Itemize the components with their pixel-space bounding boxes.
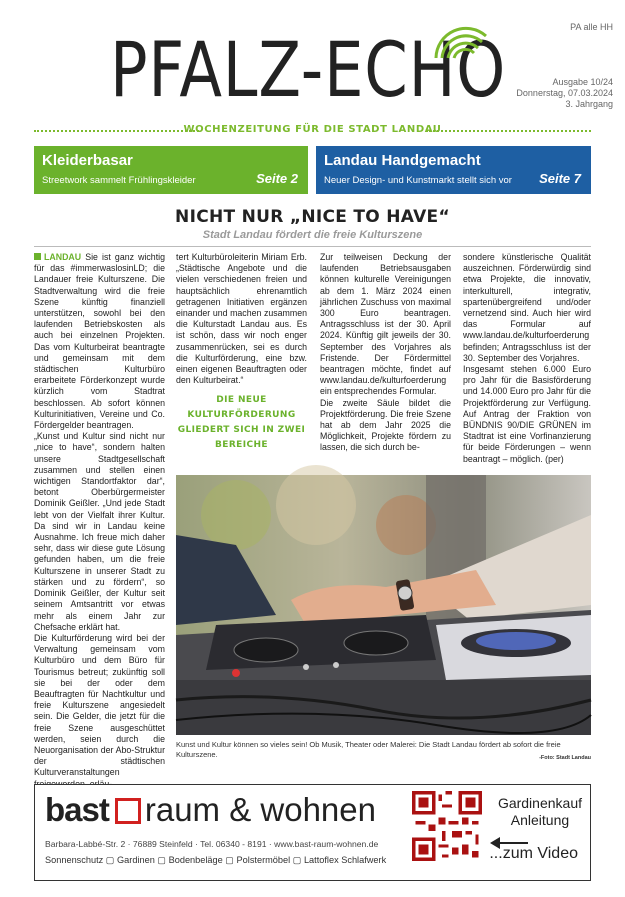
newspaper-subtitle: WOCHENZEITUNG FÜR DIE STADT LANDAU (183, 124, 442, 135)
ad-brand-bold: bast (45, 791, 109, 828)
article-text: Die Kulturförderung wird bei der Verwaltung gemeinsam vom Kulturbüro und dem Büro für Tourismus betreut; zukünftig soll sie bei der oder dem Beauftragten für Nachtkultur und freie Kulturszene angesiedelt sein. Die Gelder, die jetzt für die freie Szene ausgeschüttet werden, seien durch die Neuorganisation der Abo-Struktur der städtischen Kulturveranstaltungen (34, 632, 165, 778)
brand-square-icon (115, 798, 141, 824)
teaser-landau-handgemacht[interactable] (316, 146, 591, 194)
article-text: sondere künstlerische Qualität auszeichnen. Förderwürdig sind etwa Projekte, die innovativ, interkulturell, integrativ, spartenübergreifend und/oder vernetzend sind. Auch hier wird das Formular auf www.landau.de/kulturfoerderung befinden; Antragsschluss ist der 30. September des Vorjahres. (463, 252, 591, 363)
ad-video-link[interactable]: ...zum Video (489, 845, 578, 862)
location-marker-icon (34, 253, 41, 260)
article-photo-dj (176, 475, 591, 735)
ad-brand (45, 793, 376, 826)
ad-cta-line: Anleitung (510, 812, 570, 828)
subtitle-line (34, 124, 591, 136)
qr-code-icon[interactable] (412, 791, 482, 861)
photo-caption: Kunst und Kultur können so vieles sein! Ob Musik, Theater oder Malerei: Die Stadt Landau fördert ab sofort die freie Kulturszene. (176, 740, 561, 759)
dotted-divider (426, 130, 591, 132)
article-deck: Stadt Landau fördert die freie Kulturszene (202, 229, 423, 241)
issue-info (516, 77, 613, 110)
article-text: Zur teilweisen Deckung der laufenden Betriebsausgaben können kulturelle Vereinigungen ab dem 1. März 2024 einen jährlichen Zuschuss von maximal 300 Euro beantragen. Antragsschluss ist der 30. April 2024. Künftig gilt jeweils der 30. September des Vorjahres als Fristende. Der Fördermittel beantragen möchte, findet auf www.landau.de/kulturfoerderung ein entsprechendes Formular. (320, 252, 451, 397)
region-tag: PA alle HH (570, 22, 613, 32)
ad-products: Sonnenschutz ▢ Gardinen ▢ Bodenbeläge ▢ Polstermöbel ▢ Lattoflex Schlafwerk (45, 855, 387, 865)
advertisement-bast[interactable] (34, 784, 591, 881)
signal-wave-icon (432, 22, 492, 62)
article-column-4 (463, 252, 591, 472)
teaser-title: Landau Handgemacht (324, 152, 481, 169)
teaser-subtitle: Neuer Design- und Kunstmarkt stellt sich vor (324, 175, 512, 186)
dj-turntable-illustration (176, 475, 591, 735)
divider (34, 246, 591, 247)
article-text: „Kunst und Kultur sind nicht nur „nice to have“, sondern halten unsere Stadtgesellschaft zusammen und stellen einen wichtigen Standortfaktor dar“, betont Oberbürgermeister Dominik Geißler. „Und jede Stadt lebt von der Vielfalt ihrer Kultur. Da sind wir in Landau keine Ausnahme. Ich freue mich daher sehr, dass wir diese gute Lösung gefunden haben, um die freie Kulturszene in unserer Stadt zu stärken und zu fördern“, so Dominik Geißler, der Kultur seit seinem Amtsantritt vor etwas mehr als einem Jahr zur Chefsache erklärt hat. (34, 431, 165, 632)
article-column-1 (34, 252, 165, 777)
article-column-3 (320, 252, 451, 472)
teaser-kleiderbasar[interactable] (34, 146, 308, 194)
masthead (0, 0, 625, 135)
ad-brand-rest: raum & wohnen (144, 791, 376, 828)
article-text: tert Kulturbüroleiterin Miriam Erb. „Städtische Angebote und die vielen verschiedenen freien und hauptsächlich ehrenamtlich getragenen Initiativen ergänzen einander und machen zusammen die Kulturstadt Landau aus. Es ist schön, dass wir noch enger zusammenrücken, sei es durch die Kulturförderung, eine bzw. einen eigenen Beauftragten oder den Kulturbeirat.“ (176, 252, 307, 386)
issue-number: Ausgabe 10/24 (552, 77, 613, 87)
article-text: Sie ist ganz wichtig für das #immerwaslosinLD; die Landauer freie Kulturszene. Die Stadtverwaltung wird die freie Szene künftig finanziell unterstützen, sowohl bei den laufenden Betriebskosten als auch bei einzelnen Projekten. Das vom Kulturbeirat beantragte und gemeinsam mit dem städtischen Kulturbüro erarbeitete Förderkonzept wurde kürzlich vom Stadtrat beschlossen. Ab sofort können Kulturinitiativen, Vereine und Co. Fördergelder beantragen. (34, 252, 165, 431)
photo-credit: -Foto: Stadt Landau (539, 755, 591, 761)
teaser-page: Seite 7 (539, 171, 581, 186)
ad-cta (498, 795, 582, 829)
ad-cta-line: Gardinenkauf (497, 795, 582, 811)
article-text: Die zweite Säule bildet die Projektförderung. Die freie Szene hat ab dem Jahr 2025 die Möglichkeit, Projekte fördern zu lassen, die sich durch be- (320, 397, 451, 453)
teaser-page: Seite 2 (256, 171, 298, 186)
ad-address: Barbara-Labbé-Str. 2 · 76889 Steinfeld · Tel. 06340 - 8191 · www.bast-raum-wohnen.de (45, 839, 379, 849)
article-text: Insgesamt stehen 6.000 Euro pro Jahr für die Basisförderung und 14.000 Euro pro Jahr für die Projektförderung zur Verfügung. Auf Antrag der Fraktion von BÜNDNIS 90/DIE GRÜNEN im Stadtrat ist eine Vorfinanzierung für beide Förderungen – wenn beantragt – möglich. (per) (463, 364, 591, 464)
teaser-title: Kleiderbasar (42, 152, 133, 169)
pull-quote: DIE NEUE KULTURFÖRDERUNG GLIEDERT SICH IN ZWEI BEREICHE (177, 395, 306, 450)
issue-volume: 3. Jahrgang (565, 99, 613, 109)
location-label: LANDAU (44, 252, 82, 262)
teaser-subtitle: Streetwork sammelt Frühlingskleider (42, 175, 196, 186)
article-headline: NICHT NUR „NICE TO HAVE“ (175, 207, 450, 227)
issue-date: Donnerstag, 07.03.2024 (516, 88, 613, 98)
newspaper-logo: PFALZ-ECHO (110, 25, 507, 114)
